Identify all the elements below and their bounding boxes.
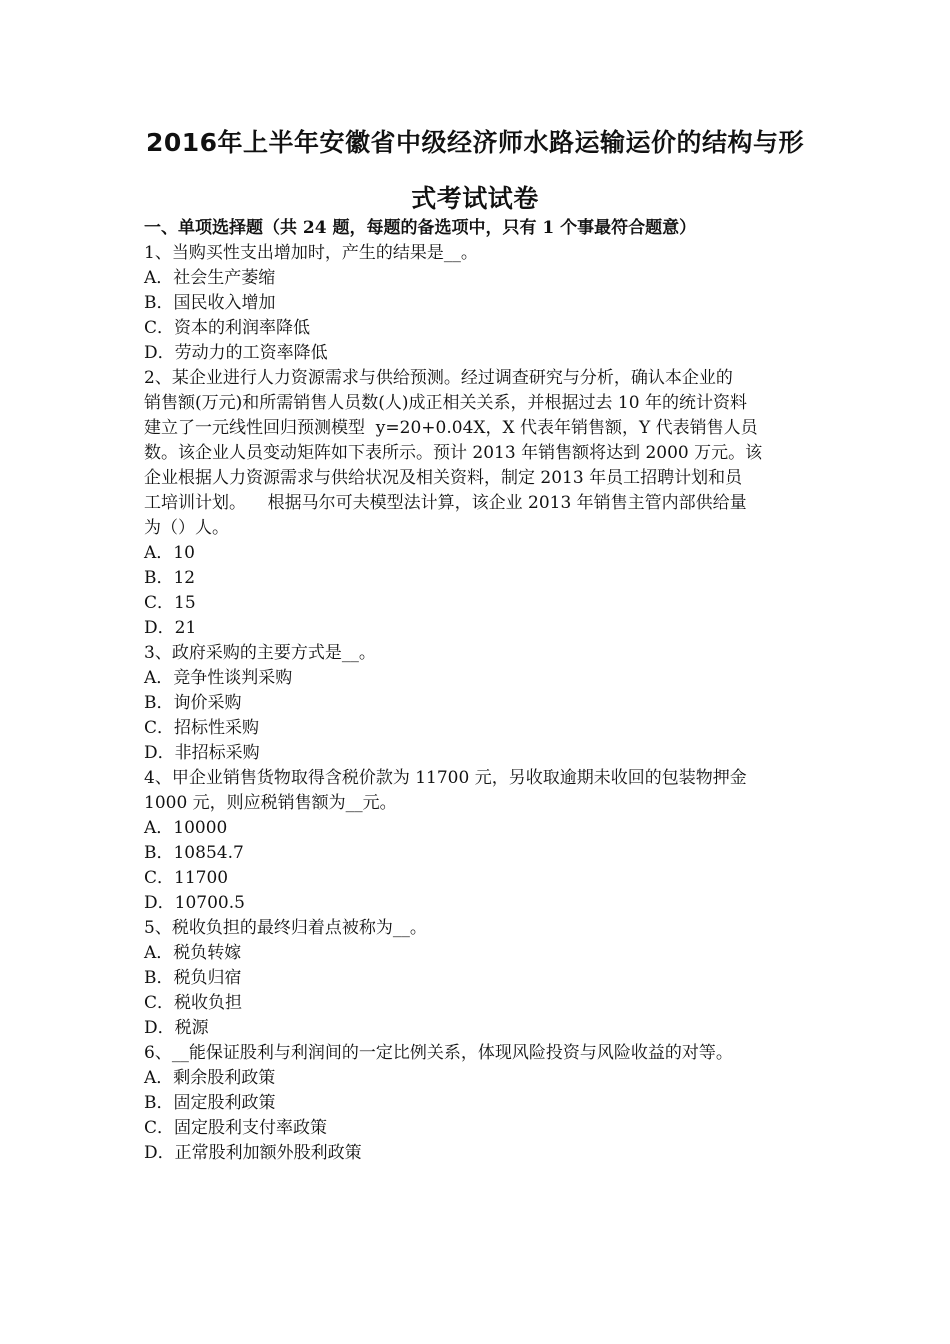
- option-a: A．税负转嫁: [144, 943, 242, 963]
- option-d: D．税源: [144, 1018, 209, 1038]
- option-d: D．10700.5: [144, 893, 245, 913]
- option-a: A．10000: [144, 818, 228, 838]
- option-c: C．15: [144, 593, 196, 613]
- question-stem: 6、__能保证股利与利润间的一定比例关系，体现风险投资与风险收益的对等。: [144, 1043, 733, 1063]
- option-c: C．资本的利润率降低: [144, 318, 311, 338]
- option-d: D．正常股利加额外股利政策: [144, 1143, 362, 1163]
- option-c: C．固定股利支付率政策: [144, 1118, 328, 1138]
- question-stem-line: 企业根据人力资源需求与供给状况及相关资料，制定 2013 年员工招聘计划和员: [144, 468, 743, 488]
- option-a: A．10: [144, 543, 195, 563]
- question-stem-line: 销售额(万元)和所需销售人员数(人)成正相关关系，并根据过去 10 年的统计资料: [144, 393, 747, 413]
- option-d: D．非招标采购: [144, 743, 260, 763]
- question-stem-line: 1000 元，则应税销售额为__元。: [144, 793, 397, 813]
- question-stem: 5、税收负担的最终归着点被称为__。: [144, 918, 427, 938]
- question-6: [144, 1041, 814, 1166]
- option-d: D．21: [144, 618, 197, 638]
- option-c: C．11700: [144, 868, 229, 888]
- question-stem-line: 2、某企业进行人力资源需求与供给预测。经过调查研究与分析，确认本企业的: [144, 368, 733, 388]
- option-c: C．招标性采购: [144, 718, 260, 738]
- option-b: B．固定股利政策: [144, 1093, 276, 1113]
- question-stem-line: 为（）人。: [144, 518, 229, 538]
- option-b: B．12: [144, 568, 196, 588]
- option-d: D．劳动力的工资率降低: [144, 343, 328, 363]
- option-b: B．国民收入增加: [144, 293, 276, 313]
- question-3: [144, 641, 814, 766]
- option-c: C．税收负担: [144, 993, 243, 1013]
- question-stem: 1、当购买性支出增加时，产生的结果是__。: [144, 243, 478, 263]
- option-a: A．剩余股利政策: [144, 1068, 276, 1088]
- question-2: [144, 366, 814, 641]
- option-b: B．10854.7: [144, 843, 244, 863]
- question-stem: 3、政府采购的主要方式是__。: [144, 643, 376, 663]
- question-stem-line: 工培训计划。 根据马尔可夫模型法计算，该企业 2013 年销售主管内部供给量: [144, 493, 747, 513]
- option-a: A．竞争性谈判采购: [144, 668, 293, 688]
- question-stem-line: 4、甲企业销售货物取得含税价款为 11700 元，另收取逾期未收回的包装物押金: [144, 768, 747, 788]
- question-5: [144, 916, 814, 1041]
- option-b: B．询价采购: [144, 693, 242, 713]
- option-b: B．税负归宿: [144, 968, 242, 988]
- question-4: [144, 766, 814, 916]
- title-line-2: 式考试试卷: [411, 184, 539, 213]
- question-stem-line: 数。该企业人员变动矩阵如下表所示。预计 2013 年销售额将达到 2000 万元。该: [144, 443, 763, 463]
- question-1: [144, 241, 814, 366]
- section-heading: 一、单项选择题（共 24 题，每题的备选项中，只有 1 个事最符合题意）: [144, 218, 697, 238]
- document-title: [120, 115, 830, 227]
- document-body: [144, 216, 814, 1166]
- title-line-1: 2016年上半年安徽省中级经济师水路运输运价的结构与形: [145, 128, 805, 157]
- option-a: A．社会生产萎缩: [144, 268, 276, 288]
- question-stem-line: 建立了一元线性回归预测模型 y=20+0.04X，X 代表年销售额，Y 代表销售人员: [144, 418, 758, 438]
